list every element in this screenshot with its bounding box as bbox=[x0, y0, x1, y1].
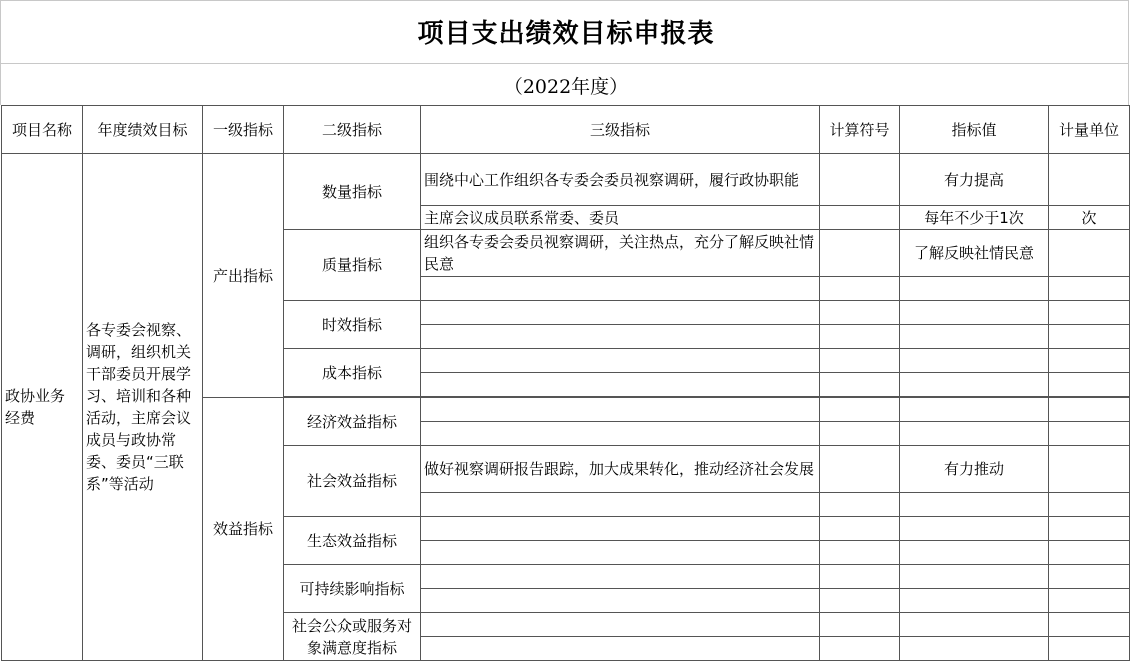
unit-cell bbox=[1049, 277, 1130, 301]
level3-cell bbox=[421, 373, 820, 397]
calc-symbol-cell bbox=[820, 565, 900, 589]
indicator-value-cell: 了解反映社情民意 bbox=[900, 230, 1049, 277]
indicator-value-cell bbox=[900, 349, 1049, 373]
calc-symbol-cell bbox=[820, 493, 900, 517]
indicator-value-cell bbox=[900, 613, 1049, 637]
col-header-unit: 计量单位 bbox=[1049, 106, 1130, 154]
indicator-value-cell: 有力提高 bbox=[900, 154, 1049, 206]
level1-benefit-cell: 效益指标 bbox=[203, 398, 284, 661]
calc-symbol-cell bbox=[820, 446, 900, 493]
level2-social-cell: 社会效益指标 bbox=[284, 446, 421, 517]
col-header-calc-symbol: 计算符号 bbox=[820, 106, 900, 154]
indicator-value-cell bbox=[900, 517, 1049, 541]
calc-symbol-cell bbox=[820, 325, 900, 349]
indicator-value-cell bbox=[900, 373, 1049, 397]
level3-cell: 做好视察调研报告跟踪，加大成果转化，推动经济社会发展 bbox=[421, 446, 820, 493]
level1-output-cell: 产出指标 bbox=[203, 154, 284, 398]
level3-cell bbox=[421, 277, 820, 301]
calc-symbol-cell bbox=[820, 206, 900, 230]
calc-symbol-cell bbox=[820, 613, 900, 637]
col-header-annual-goal: 年度绩效目标 bbox=[83, 106, 203, 154]
unit-cell bbox=[1049, 517, 1130, 541]
annual-goal-cell: 各专委会视察、调研，组织机关干部委员开展学习、培训和各种活动，主席会议成员与政协常委、委员“三联系”等活动 bbox=[83, 154, 203, 661]
indicator-value-cell bbox=[900, 277, 1049, 301]
level2-satisfaction-cell: 社会公众或服务对象满意度指标 bbox=[284, 613, 421, 661]
level2-quality-cell: 质量指标 bbox=[284, 230, 421, 301]
calc-symbol-cell bbox=[820, 301, 900, 325]
unit-cell bbox=[1049, 325, 1130, 349]
page-title: 项目支出绩效目标申报表 bbox=[417, 19, 715, 49]
indicator-value-cell bbox=[900, 589, 1049, 613]
col-header-level3: 三级指标 bbox=[421, 106, 820, 154]
calc-symbol-cell bbox=[820, 541, 900, 565]
calc-symbol-cell bbox=[820, 373, 900, 397]
calc-symbol-cell bbox=[820, 589, 900, 613]
level3-cell: 组织各专委会委员视察调研，关注热点，充分了解反映社情民意 bbox=[421, 230, 820, 277]
project-name-cell: 政协业务经费 bbox=[2, 154, 83, 661]
calc-symbol-cell bbox=[820, 398, 900, 422]
indicator-value-cell bbox=[900, 541, 1049, 565]
calc-symbol-cell bbox=[820, 230, 900, 277]
unit-cell bbox=[1049, 493, 1130, 517]
level2-economic-cell: 经济效益指标 bbox=[284, 398, 421, 446]
unit-cell bbox=[1049, 613, 1130, 637]
level2-ecological-cell: 生态效益指标 bbox=[284, 517, 421, 565]
level3-cell bbox=[421, 325, 820, 349]
unit-cell bbox=[1049, 230, 1130, 277]
level3-cell bbox=[421, 301, 820, 325]
unit-cell bbox=[1049, 301, 1130, 325]
indicator-value-cell bbox=[900, 325, 1049, 349]
calc-symbol-cell bbox=[820, 349, 900, 373]
level2-cost-cell: 成本指标 bbox=[284, 349, 421, 397]
level3-cell bbox=[421, 541, 820, 565]
level3-cell bbox=[421, 637, 820, 661]
col-header-project-name: 项目名称 bbox=[2, 106, 83, 154]
indicator-value-cell bbox=[900, 565, 1049, 589]
unit-cell bbox=[1049, 446, 1130, 493]
unit-cell bbox=[1049, 422, 1130, 446]
unit-cell bbox=[1049, 373, 1130, 397]
unit-cell bbox=[1049, 541, 1130, 565]
level3-cell bbox=[421, 422, 820, 446]
calc-symbol-cell bbox=[820, 154, 900, 206]
level2-quantity-cell: 数量指标 bbox=[284, 154, 421, 230]
calc-symbol-cell bbox=[820, 637, 900, 661]
level3-cell bbox=[421, 493, 820, 517]
calc-symbol-cell bbox=[820, 277, 900, 301]
level3-cell bbox=[421, 517, 820, 541]
indicator-value-cell bbox=[900, 301, 1049, 325]
col-header-level2: 二级指标 bbox=[284, 106, 421, 154]
level3-cell: 围绕中心工作组织各专委会委员视察调研，履行政协职能 bbox=[421, 154, 820, 206]
performance-table bbox=[1, 105, 1130, 661]
table-row bbox=[2, 154, 1130, 206]
year-label: （2022年度） bbox=[503, 76, 629, 98]
level3-cell bbox=[421, 565, 820, 589]
col-header-level1: 一级指标 bbox=[203, 106, 284, 154]
level3-cell: 主席会议成员联系常委、委员 bbox=[421, 206, 820, 230]
level3-cell bbox=[421, 589, 820, 613]
level3-cell bbox=[421, 613, 820, 637]
indicator-value-cell bbox=[900, 398, 1049, 422]
col-header-indicator-value: 指标值 bbox=[900, 106, 1049, 154]
level2-timeliness-cell: 时效指标 bbox=[284, 301, 421, 349]
indicator-value-cell: 有力推动 bbox=[900, 446, 1049, 493]
level3-cell bbox=[421, 398, 820, 422]
calc-symbol-cell bbox=[820, 422, 900, 446]
indicator-value-cell bbox=[900, 493, 1049, 517]
indicator-value-cell bbox=[900, 637, 1049, 661]
indicator-value-cell: 每年不少于1次 bbox=[900, 206, 1049, 230]
unit-cell bbox=[1049, 398, 1130, 422]
unit-cell bbox=[1049, 637, 1130, 661]
unit-cell: 次 bbox=[1049, 206, 1130, 230]
calc-symbol-cell bbox=[820, 517, 900, 541]
unit-cell bbox=[1049, 154, 1130, 206]
unit-cell bbox=[1049, 349, 1130, 373]
level3-cell bbox=[421, 349, 820, 373]
table-header-row bbox=[2, 106, 1130, 154]
indicator-value-cell bbox=[900, 422, 1049, 446]
unit-cell bbox=[1049, 565, 1130, 589]
level2-sustainable-cell: 可持续影响指标 bbox=[284, 565, 421, 613]
unit-cell bbox=[1049, 589, 1130, 613]
